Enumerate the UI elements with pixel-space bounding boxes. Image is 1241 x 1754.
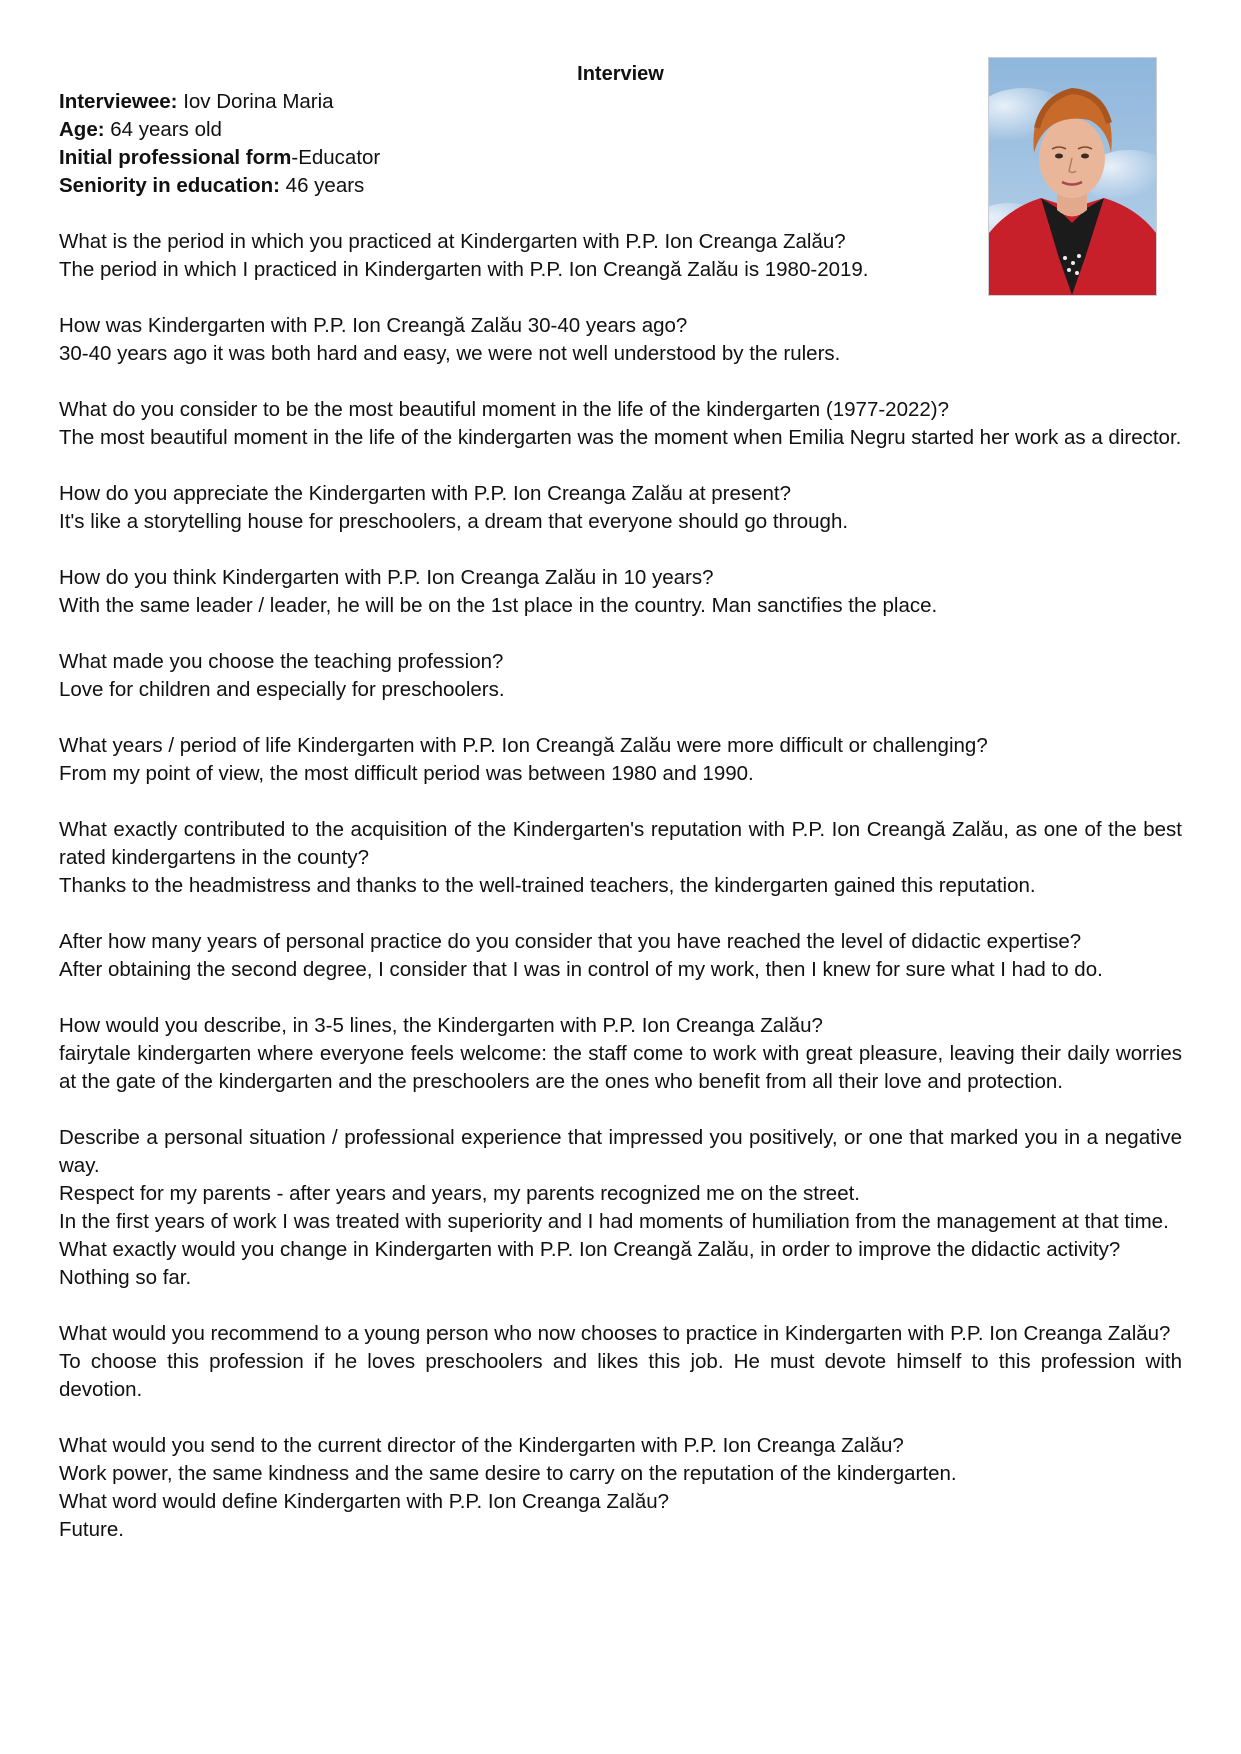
answer: The most beautiful moment in the life of the kindergarten was the moment when Emilia Negru started her work as a director. — [59, 426, 1182, 449]
question: How do you think Kindergarten with P.P. Ion Creanga Zalău in 10 years? — [59, 566, 714, 589]
answer: From my point of view, the most difficult period was between 1980 and 1990. — [59, 762, 754, 785]
meta-label: Interviewee: — [59, 90, 178, 113]
interview-body — [59, 88, 1182, 1544]
qa-block — [59, 648, 1182, 704]
qa-block — [59, 1012, 1182, 1096]
answer: Respect for my parents - after years and years, my parents recognized me on the street. — [59, 1182, 861, 1205]
document-title: Interview — [577, 63, 664, 85]
question: Describe a personal situation / professional experience that impressed you positively, or one that marked you in a negative way. — [59, 1126, 1182, 1177]
question: What made you choose the teaching profession? — [59, 650, 504, 673]
meta-label: Seniority in education: — [59, 174, 280, 197]
qa-block — [59, 732, 1182, 788]
meta-interviewee — [59, 88, 1182, 116]
meta-seniority — [59, 172, 1182, 200]
answer: In the first years of work I was treated with superiority and I had moments of humiliation from the management at that time. — [59, 1210, 1169, 1233]
answer: 30-40 years ago it was both hard and easy, we were not well understood by the rulers. — [59, 342, 841, 365]
qa-block — [59, 480, 1182, 536]
question: After how many years of personal practice do you consider that you have reached the level of didactic expertise? — [59, 930, 1082, 953]
meta-value: 64 years old — [104, 118, 222, 141]
meta-age — [59, 116, 1182, 144]
qa-block — [59, 1432, 1182, 1544]
answer: Nothing so far. — [59, 1266, 192, 1289]
meta-initial-form — [59, 144, 1182, 172]
question: How was Kindergarten with P.P. Ion Creangă Zalău 30-40 years ago? — [59, 314, 688, 337]
qa-block — [59, 1320, 1182, 1404]
qa-block — [59, 396, 1182, 452]
question: What is the period in which you practiced at Kindergarten with P.P. Ion Creanga Zalău? — [59, 230, 846, 253]
answer: The period in which I practiced in Kindergarten with P.P. Ion Creangă Zalău is 1980-2019. — [59, 258, 869, 281]
answer: With the same leader / leader, he will be on the 1st place in the country. Man sanctifies the place. — [59, 594, 938, 617]
answer: It's like a storytelling house for preschoolers, a dream that everyone should go through. — [59, 510, 849, 533]
qa-block — [59, 312, 1182, 368]
answer: fairytale kindergarten where everyone feels welcome: the staff come to work with great pleasure, leaving their daily worries at the gate of the kindergarten and the preschoolers are the ones who benefit from all their love and protection. — [59, 1042, 1182, 1093]
answer: After obtaining the second degree, I consider that I was in control of my work, then I knew for sure what I had to do. — [59, 958, 1103, 981]
question: What years / period of life Kindergarten with P.P. Ion Creangă Zalău were more difficult or challenging? — [59, 734, 988, 757]
question: What would you recommend to a young person who now chooses to practice in Kindergarten with P.P. Ion Creanga Zalău? — [59, 1322, 1171, 1345]
meta-value: 46 years — [279, 174, 365, 197]
qa-block — [59, 564, 1182, 620]
qa-block — [59, 1124, 1182, 1292]
answer: Thanks to the headmistress and thanks to the well-trained teachers, the kindergarten gained this reputation. — [59, 874, 1036, 897]
answer: Work power, the same kindness and the same desire to carry on the reputation of the kindergarten. — [59, 1462, 957, 1485]
qa-block — [59, 228, 1182, 284]
meta-label: Age: — [59, 118, 105, 141]
meta-value: Iov Dorina Maria — [177, 90, 334, 113]
question: How would you describe, in 3-5 lines, the Kindergarten with P.P. Ion Creanga Zalău? — [59, 1014, 823, 1037]
answer: Love for children and especially for preschoolers. — [59, 678, 505, 701]
question: What exactly would you change in Kindergarten with P.P. Ion Creangă Zalău, in order to improve the didactic activity? — [59, 1238, 1121, 1261]
question: What do you consider to be the most beautiful moment in the life of the kindergarten (1977-2022)? — [59, 398, 949, 421]
question: How do you appreciate the Kindergarten with P.P. Ion Creanga Zalău at present? — [59, 482, 792, 505]
question: What exactly contributed to the acquisition of the Kindergarten's reputation with P.P. Ion Creangă Zalău, as one of the best rated kindergartens in the county? — [59, 818, 1182, 869]
answer: Future. — [59, 1518, 124, 1541]
meta-value: -Educator — [291, 146, 381, 169]
question: What would you send to the current director of the Kindergarten with P.P. Ion Creanga Zalău? — [59, 1434, 904, 1457]
meta-label: Initial professional form — [59, 146, 292, 169]
qa-block — [59, 816, 1182, 900]
question: What word would define Kindergarten with P.P. Ion Creanga Zalău? — [59, 1490, 670, 1513]
meta-block — [59, 88, 1182, 200]
answer: To choose this profession if he loves preschoolers and likes this job. He must devote himself to this profession with devotion. — [59, 1350, 1182, 1401]
qa-block — [59, 928, 1182, 984]
